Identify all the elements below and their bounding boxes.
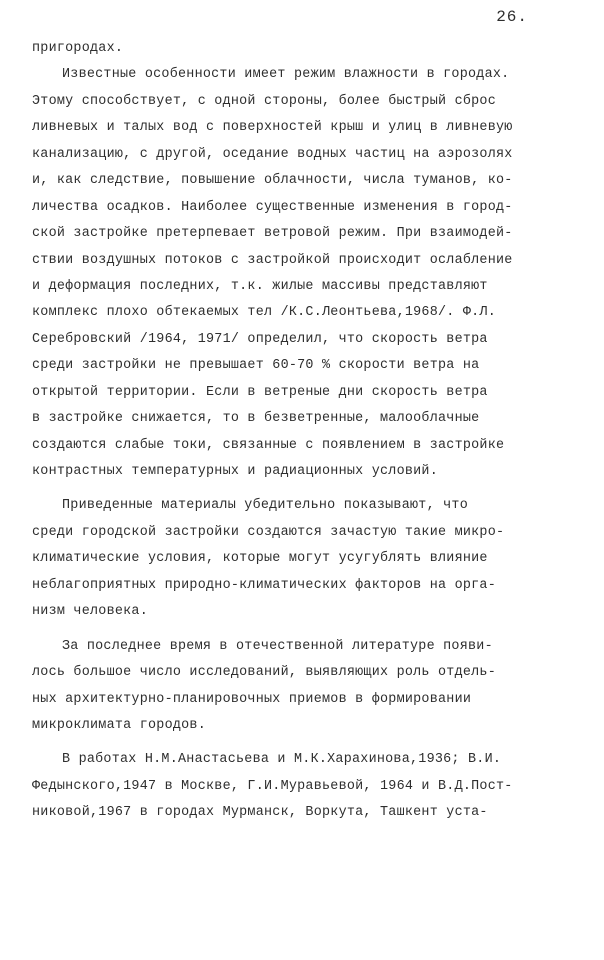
text-line: и деформация последних, т.к. жилые массивы представляют (32, 278, 488, 294)
text-line: Приведенные материалы убедительно показывают, что (62, 498, 468, 514)
text-line: В работах Н.М.Анастасьева и М.К.Харахинова,1936; В.И. (62, 752, 502, 768)
text-line: пригородах. (32, 41, 124, 56)
text-line: никовой,1967 в городах Мурманск, Воркута, Ташкент уста- (32, 805, 488, 821)
text-line: Этому способствует, с одной стороны, более быстрый сброс (32, 93, 496, 109)
paragraph (32, 493, 580, 625)
text-line: ных архитектурно-планировочных приемов в формировании (32, 691, 472, 707)
text-line: За последнее время в отечественной литературе появи- (62, 638, 493, 654)
text-line: канализацию, с другой, оседание водных частиц на аэрозолях (32, 146, 513, 162)
paragraph-gap (32, 626, 580, 634)
text-line: в застройке снижается, то в безветренные, малооблачные (32, 411, 480, 427)
text-line: ствии воздушных потоков с застройкой происходит ослабление (32, 252, 513, 268)
text-line: неблагоприятных природно-климатических факторов на орга- (32, 577, 496, 593)
text-line: контрастных температурных и радиационных условий. (32, 464, 438, 479)
text-line: Известные особенности имеет режим влажности в городах. (62, 67, 510, 83)
paragraph (32, 36, 580, 62)
text-line: личества осадков. Наиболее существенные изменения в город- (32, 199, 513, 215)
page-number: 26. (496, 8, 528, 26)
paragraph (32, 634, 580, 740)
text-line: комплекс плохо обтекаемых тел /К.С.Леонтьева,1968/. Ф.Л. (32, 305, 496, 321)
text-line: создаются слабые токи, связанные с появлением в застройке (32, 437, 505, 453)
text-line: микроклимата городов. (32, 717, 206, 733)
paragraph-gap (32, 485, 580, 493)
document-body (32, 36, 580, 827)
text-line: открытой территории. Если в ветреные дни скорость ветра (32, 384, 488, 400)
text-line: ливневых и талых вод с поверхностей крыш и улиц в ливневую (32, 120, 513, 136)
text-line: климатические условия, которые могут усугублять влияние (32, 551, 488, 567)
text-line: и, как следствие, повышение облачности, числа туманов, ко- (32, 173, 513, 189)
paragraph-gap (32, 739, 580, 747)
text-line: среди застройки не превышает 60-70 % скорости ветра на (32, 358, 480, 374)
text-line: Серебровский /1964, 1971/ определил, что скорость ветра (32, 331, 488, 347)
text-line: низм человека. (32, 604, 148, 620)
text-line: среди городской застройки создаются зачастую такие микро- (32, 524, 505, 540)
paragraph (32, 62, 580, 485)
text-line: Федынского,1947 в Москве, Г.И.Муравьевой, 1964 и В.Д.Пост- (32, 778, 513, 794)
paragraph (32, 747, 580, 826)
text-line: ской застройке претерпевает ветровой режим. При взаимодей- (32, 226, 513, 242)
text-line: лось большое число исследований, выявляющих роль отдель- (32, 665, 496, 681)
